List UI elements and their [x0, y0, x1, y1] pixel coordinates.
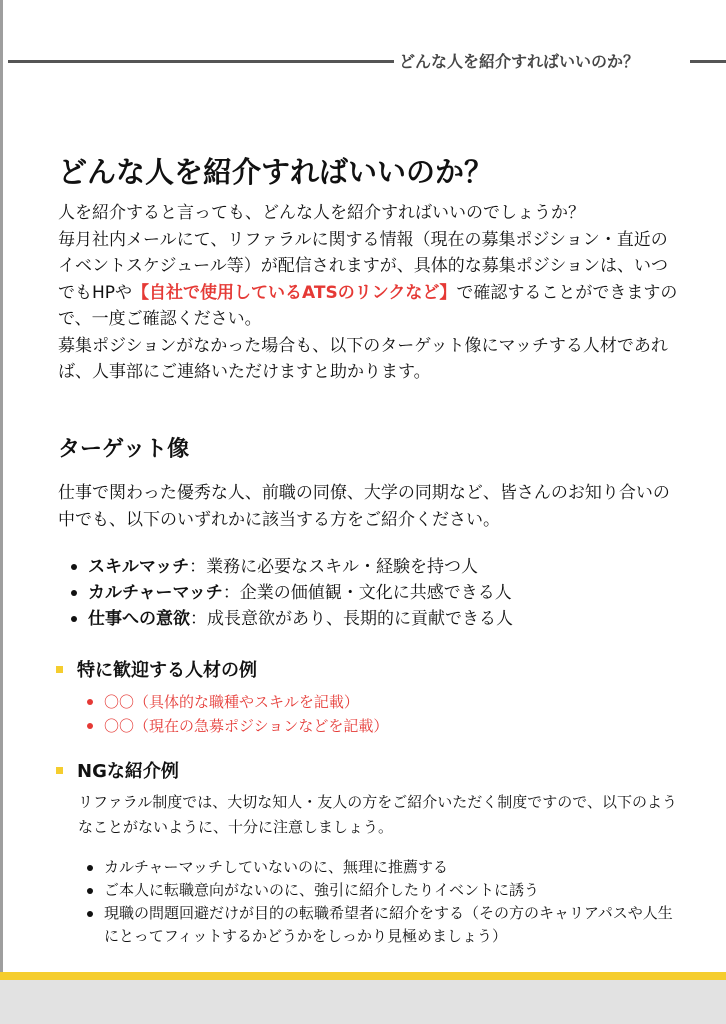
running-header — [8, 48, 726, 72]
intro-paragraph-2 — [58, 227, 678, 333]
welcome-heading-text: 特に歓迎する人材の例 — [77, 660, 257, 681]
ats-link-placeholder: 【自社で使用しているATSのリンクなど】 — [132, 282, 457, 303]
criteria-label: 仕事への意欲 — [88, 609, 190, 629]
target-description: 仕事で関わった優秀な人、前職の同僚、大学の同期など、皆さんのお知り合いの中でも、以下のいずれかに該当する方をご紹介ください。 — [58, 483, 670, 530]
list-item — [70, 554, 690, 580]
footer-accent-stripe — [0, 972, 726, 980]
welcome-heading — [56, 656, 257, 682]
square-bullet-icon — [56, 767, 63, 774]
page-left-edge — [0, 0, 3, 1024]
list-item: 〇〇（具体的な職種やスキルを記載） — [86, 690, 388, 714]
footer-band — [0, 980, 726, 1024]
ng-heading — [56, 757, 179, 783]
criteria-text: ：業務に必要なスキル・経験を持つ人 — [189, 557, 478, 577]
intro-paragraph-1: 人を紹介すると言っても、どんな人を紹介すればいいのでしょうか？ — [58, 203, 585, 223]
list-item — [70, 580, 690, 606]
intro-paragraph-3: 募集ポジションがなかった場合も、以下のターゲット像にマッチする人材であれば、人事部にご連絡いただけますと助かります。 — [58, 335, 668, 382]
running-header-title: どんな人を紹介すればいいのか？ — [399, 52, 640, 71]
welcome-examples-list — [86, 690, 388, 738]
intro-text-after: で確認することができますので、一度ご確認ください。 — [58, 282, 678, 329]
list-item: 現職の問題回避だけが目的の転職希望者に紹介をする（その方のキャリアパスや人生にとってフィットするかどうかをしっかり見極めましょう） — [86, 902, 686, 948]
criteria-label: カルチャーマッチ — [88, 583, 223, 603]
target-section-title: ターゲット像 — [58, 437, 190, 462]
ng-description: リファラル制度では、大切な知人・友人の方をご紹介いただく制度ですので、以下のようなことがないように、十分に注意しましょう。 — [78, 793, 677, 836]
list-item: カルチャーマッチしていないのに、無理に推薦する — [86, 856, 686, 879]
criteria-label: スキルマッチ — [88, 557, 190, 577]
header-rule-right — [690, 60, 726, 63]
page-title: どんな人を紹介すればいいのか？ — [58, 155, 494, 189]
intro-text-before: 毎月社内メールにて、リファラルに関する情報（現在の募集ポジション・直近のイベントスケジュール等）が配信されますが、具体的な募集ポジションは、いつでもHPや — [58, 229, 669, 303]
list-item — [70, 606, 690, 632]
list-item: ご本人に転職意向がないのに、強引に紹介したりイベントに誘う — [86, 879, 686, 902]
criteria-text: ：成長意欲があり、長期的に貢献できる人 — [190, 609, 513, 629]
list-item: 〇〇（現在の急募ポジションなどを記載） — [86, 714, 388, 738]
ng-heading-text: NGな紹介例 — [77, 761, 179, 782]
criteria-text: ：企業の価値観・文化に共感できる人 — [222, 583, 512, 603]
square-bullet-icon — [56, 666, 63, 673]
target-criteria-list — [70, 554, 690, 632]
ng-examples-list — [86, 856, 686, 948]
intro-section — [58, 200, 678, 386]
header-rule-left — [8, 60, 394, 63]
